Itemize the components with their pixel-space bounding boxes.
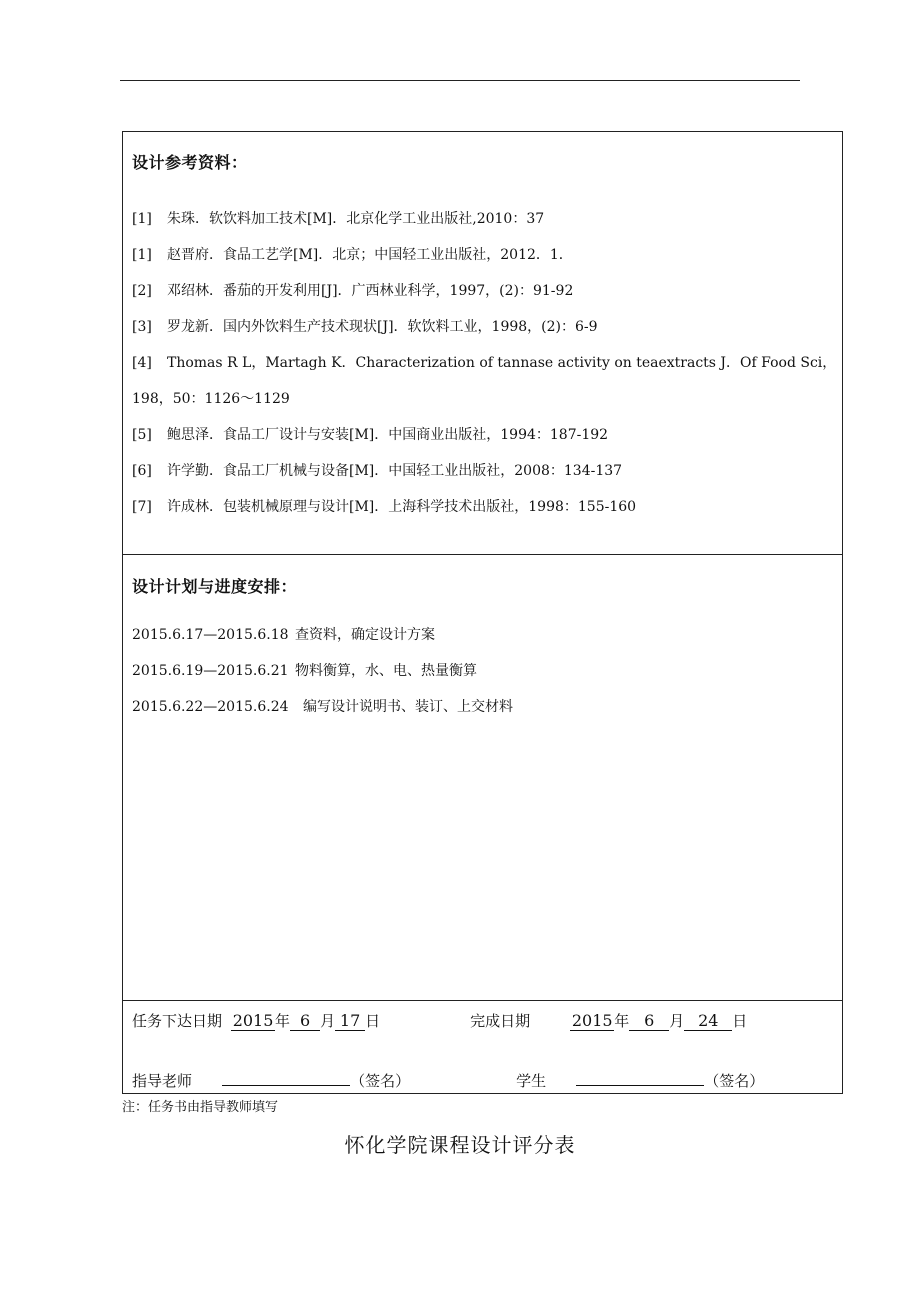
reference-list <box>132 201 837 525</box>
date-row <box>132 1011 747 1031</box>
reference-number: [4] <box>132 355 152 371</box>
reference-item <box>132 345 837 417</box>
schedule-date-range: 2015.6.17—2015.6.18 <box>132 627 289 643</box>
complete-month-field: 6 <box>629 1012 669 1031</box>
complete-date-label: 完成日期 <box>470 1012 531 1030</box>
issue-day-field: 17 <box>335 1012 365 1031</box>
reference-text: 鲍思泽．食品工厂设计与安装[M]．中国商业出版社，1994：187-192 <box>167 427 609 443</box>
year-char: 年 <box>275 1012 291 1030</box>
reference-item <box>132 237 837 273</box>
reference-number: [3] <box>132 319 152 335</box>
reference-item <box>132 417 837 453</box>
references-section <box>123 132 842 555</box>
schedule-item <box>132 689 513 725</box>
month-char: 月 <box>669 1012 685 1030</box>
reference-item <box>132 453 837 489</box>
reference-number: [2] <box>132 283 152 299</box>
next-page-title: 怀化学院课程设计评分表 <box>344 1133 576 1157</box>
reference-item <box>132 273 837 309</box>
schedule-list <box>132 617 513 725</box>
reference-item <box>132 309 837 345</box>
advisor-label: 指导老师 <box>132 1072 193 1090</box>
reference-text: 许成林．包装机械原理与设计[M]．上海科学技术出版社，1998：155-160 <box>167 499 637 515</box>
month-char: 月 <box>320 1012 336 1030</box>
advisor-sign-hint: （签名） <box>350 1072 411 1090</box>
reference-number: [1] <box>132 211 152 227</box>
complete-day-field: 24 <box>684 1012 732 1031</box>
form-note: 注：任务书由指导教师填写 <box>122 1100 279 1115</box>
schedule-task: 物料衡算，水、电、热量衡算 <box>295 663 477 679</box>
issue-month-field: 6 <box>290 1012 320 1031</box>
issue-year-field: 2015 <box>232 1011 274 1030</box>
reference-number: [7] <box>132 499 152 515</box>
reference-text: 朱珠．软饮料加工技术[M]．北京化学工业出版社,2010：37 <box>167 211 545 227</box>
reference-number: [6] <box>132 463 152 479</box>
student-label: 学生 <box>516 1072 547 1090</box>
signoff-section <box>123 1001 842 1093</box>
schedule-date-range: 2015.6.22—2015.6.24 <box>132 699 289 715</box>
schedule-task: 查资料，确定设计方案 <box>295 627 435 643</box>
reference-text: 赵晋府．食品工艺学[M]．北京；中国轻工业出版社，2012．1． <box>167 247 573 263</box>
task-form-table <box>122 131 843 1094</box>
reference-text: 邓绍林．番茄的开发利用[J]．广西林业科学，1997，(2)：91-92 <box>167 283 574 299</box>
reference-text: 许学勤．食品工厂机械与设备[M]．中国轻工业出版社，2008：134-137 <box>167 463 623 479</box>
advisor-signature-line <box>222 1085 350 1086</box>
student-sign-hint: （签名） <box>704 1072 765 1090</box>
day-char: 日 <box>732 1012 748 1030</box>
schedule-item <box>132 617 513 653</box>
reference-text: 罗龙新．国内外饮料生产技术现状[J]．软饮料工业，1998，(2)：6-9 <box>167 319 598 335</box>
complete-year-field: 2015 <box>571 1011 613 1030</box>
references-title: 设计参考资料： <box>132 153 248 172</box>
day-char: 日 <box>365 1012 381 1030</box>
reference-number: [1] <box>132 247 152 263</box>
reference-item <box>132 489 837 525</box>
reference-text: Thomas R L，Martagh K．Characterization of tannase activity on teaextracts J．Of Food Sci，198，50：1126～1129 <box>132 355 837 407</box>
schedule-section <box>123 555 842 1001</box>
schedule-date-range: 2015.6.19—2015.6.21 <box>132 663 289 679</box>
schedule-title: 设计计划与进度安排： <box>132 577 298 596</box>
schedule-task: 编写设计说明书、装订、上交材料 <box>303 699 513 715</box>
year-char: 年 <box>614 1012 630 1030</box>
reference-item <box>132 201 837 237</box>
reference-number: [5] <box>132 427 152 443</box>
schedule-item <box>132 653 513 689</box>
signature-row <box>132 1071 764 1091</box>
header-rule <box>120 80 800 81</box>
issue-date-label: 任务下达日期 <box>132 1012 223 1030</box>
student-signature-line <box>576 1085 704 1086</box>
